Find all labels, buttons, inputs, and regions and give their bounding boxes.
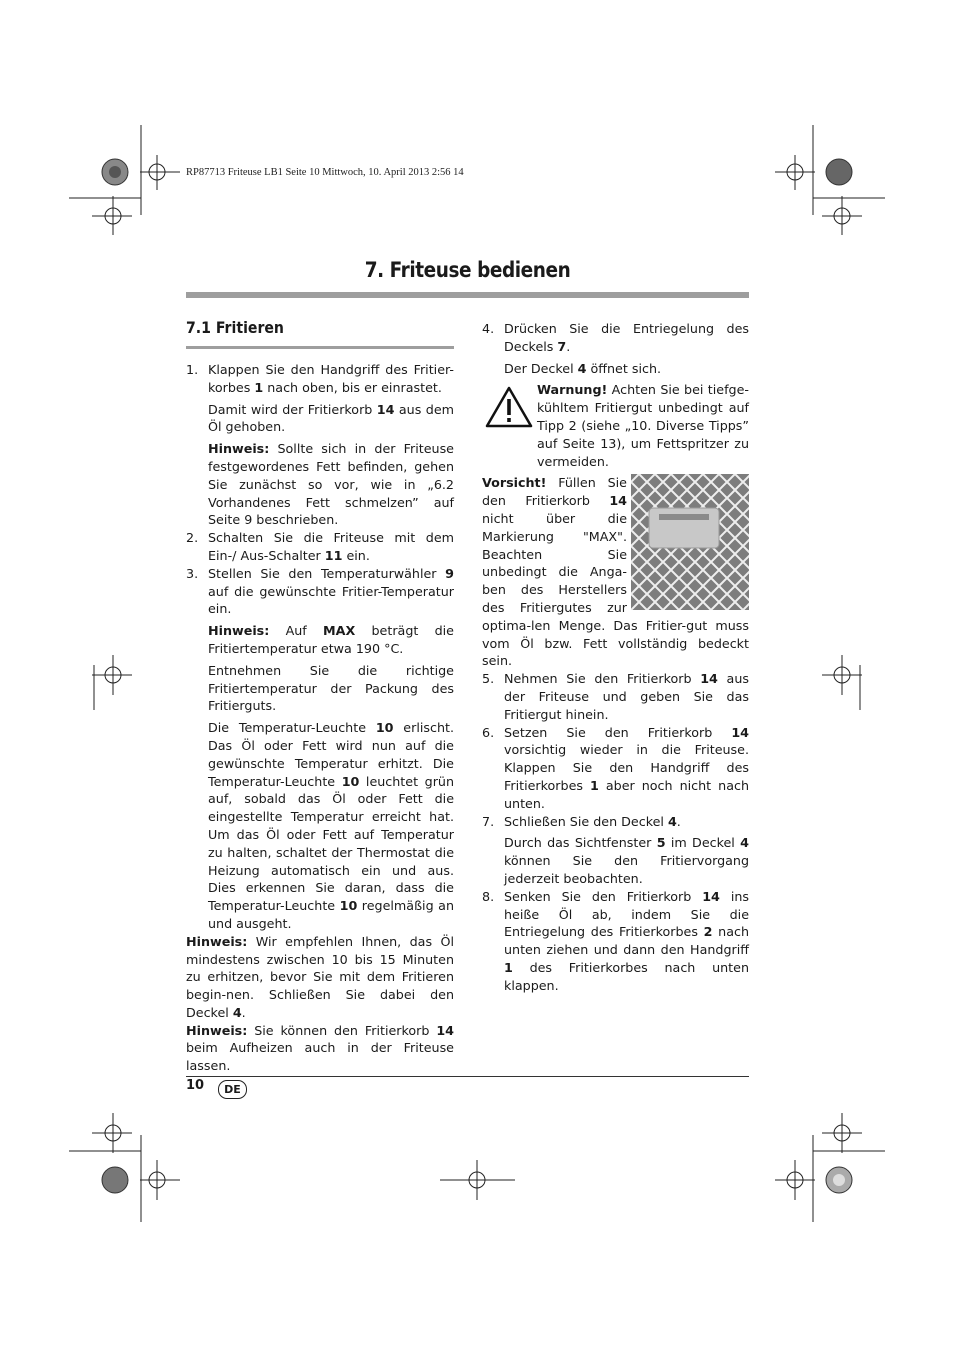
ref-number: 14 [376, 401, 395, 417]
right-column [482, 320, 749, 994]
step-5 [482, 670, 749, 723]
ref-number: 1 [254, 379, 264, 395]
text: Wir empfehlen Ihnen, das Öl mindestens zwischen 10 bis 15 Minuten zu erhitzen, bevor Sie mit dem Fritieren begin-nen. Schließen Sie dabei den Deckel [186, 933, 454, 1020]
step-text: auf die gewünschte Fritier-Temperatur ein. [208, 583, 454, 617]
text: Auf [269, 623, 324, 639]
step-number: 5. [482, 671, 495, 687]
caution-block [482, 474, 749, 670]
ref-number: 14 [436, 1022, 454, 1038]
step-text: Schalten Sie die Friteuse mit dem Ein-/ Aus-Schalter [208, 530, 454, 563]
ref-number: 10 [339, 898, 358, 914]
warning-box [482, 381, 749, 470]
step-text: Nehmen Sie den Fritierkorb [504, 671, 701, 687]
footer-rule [186, 1076, 749, 1077]
text: im Deckel [665, 835, 741, 851]
note-label: Hinweis: [186, 1022, 248, 1038]
step-7 [482, 813, 749, 831]
step-number: 2. [186, 530, 199, 546]
ref-number: 2 [703, 924, 713, 940]
step-4 [482, 320, 749, 356]
text: Die Temperatur-Leuchte [208, 720, 376, 736]
ref-number: 5 [656, 835, 666, 851]
chapter-rule [186, 292, 749, 298]
left-column [186, 361, 454, 1075]
caution-label: Vorsicht! [482, 475, 547, 491]
step-text: ein. [342, 547, 370, 563]
warning-label: Warnung! [537, 382, 608, 398]
section-rule [186, 346, 454, 349]
text: leuchtet grün auf, sobald das Öl oder Fett die eingestellte Temperatur erreicht hat. Um das Öl oder Fett auf Temperatur zu halten, schaltet der Thermostat die Heizung automatisch ein und aus. Dies erkennen Sie daran, dass die Temperatur-Leuchte [208, 773, 454, 914]
step-number: 3. [186, 565, 199, 581]
language-badge: DE [218, 1080, 247, 1099]
ref-number: 9 [445, 565, 454, 581]
paragraph [482, 360, 749, 378]
chapter-title: 7. Friteuse bedienen [364, 258, 571, 282]
text: können Sie den Fritiervorgang jederzeit beobachten. [504, 853, 749, 886]
step-text: ins heiße Öl ab, indem Sie die Entriegelung des Fritierkorbes [504, 888, 749, 940]
text: nicht über die Markierung "MAX". Beachten Sie unbedingt die Anga-ben des Herstellers des Fritiergutes zur optima-len Menge. Das Fritier-gut muss vom Öl bzw. Fett vollständig bedeckt sein. [482, 510, 749, 669]
step-text: Klappen Sie den Handgriff des Fritier-korbes [208, 362, 454, 395]
ref-number: 14 [731, 724, 749, 740]
note-label: Hinweis: [208, 441, 270, 457]
step-text: Senken Sie den Fritierkorb [504, 888, 703, 904]
step-3 [186, 565, 454, 618]
step-text: . [566, 338, 571, 354]
note [186, 933, 454, 1022]
note-label: Hinweis: [186, 933, 248, 949]
ref-number: 14 [700, 671, 718, 687]
warning-triangle-icon [484, 385, 534, 429]
step-text: vorsichtig wieder in die Friteuse. Klappen Sie den Handgriff des Fritierkorbes [504, 742, 749, 793]
step-6 [482, 724, 749, 813]
ref-number: 14 [609, 493, 627, 509]
step-1 [186, 361, 454, 397]
ref-number: 4 [667, 813, 677, 829]
paragraph [482, 834, 749, 887]
step-text: des Fritierkorbes nach unten klappen. [504, 959, 749, 993]
step-text: Setzen Sie den Fritierkorb [504, 724, 732, 740]
text: beträgt die Fritiertemperatur etwa 190 °C. [208, 623, 454, 656]
step-text: nach oben, bis er einrastet. [263, 379, 442, 395]
paragraph [186, 401, 454, 437]
basket-max-marking-photo [631, 474, 749, 610]
note [186, 1022, 454, 1075]
text: erlischt. Das Öl oder Fett wird nun auf die gewünschte Temperatur erhitzt. Die Temperatur-Leuchte [208, 720, 455, 789]
step-text: Stellen Sie den Temperaturwähler [208, 565, 446, 581]
ref-number: 11 [324, 547, 343, 563]
text: Füllen Sie den Fritierkorb [482, 475, 627, 509]
note [186, 440, 454, 529]
text: Damit wird der Fritierkorb [208, 401, 377, 417]
ref-number: 10 [341, 773, 360, 789]
warning-text: Achten Sie bei tiefge-kühltem Fritiergut unbedingt auf Tipp 2 (siehe „10. Diverse Tipps” auf Seite 13), um Fettspritzer zu vermeiden. [537, 382, 749, 469]
max-label: MAX [323, 623, 356, 639]
step-text: . [676, 813, 681, 829]
ref-number: 10 [375, 720, 394, 736]
note-label: Hinweis: [208, 623, 270, 639]
ref-number: 7 [557, 338, 567, 354]
paragraph [186, 719, 454, 933]
ref-number: 4 [740, 835, 749, 851]
step-text: aber noch nicht nach unten. [504, 777, 749, 811]
print-header: RP87713 Friteuse LB1 Seite 10 Mittwoch, 10. April 2013 2:56 14 [186, 167, 464, 178]
section-title: 7.1 Fritieren [186, 318, 284, 337]
step-number: 8. [482, 888, 495, 904]
paragraph: Entnehmen Sie die richtige Fritiertemperatur der Packung des Fritierguts. [208, 662, 454, 714]
text: Der Deckel [504, 360, 578, 376]
step-number: 7. [482, 813, 495, 829]
text: Durch das Sichtfenster [504, 835, 657, 851]
ref-number: 1 [504, 959, 513, 975]
ref-number: 4 [232, 1004, 242, 1020]
note-text: Sollte sich in der Friteuse festgewordenes Fett befinden, gehen Sie zunächst so vor, wie in „6.2 Vorhandenes Fett schmelzen” auf Seite 9 beschrieben. [208, 441, 454, 528]
text: regelmäßig an und ausgeht. [208, 898, 454, 931]
step-8 [482, 888, 749, 995]
step-number: 1. [186, 362, 199, 377]
step-text: Drücken Sie die Entriegelung des Deckels [504, 321, 749, 354]
step-2 [186, 529, 454, 565]
page-number: 10 [186, 1078, 205, 1093]
ref-number: 1 [590, 777, 599, 793]
step-text: aus der Friteuse und geben Sie das Fritiergut hinein. [504, 671, 749, 722]
ref-number: 14 [702, 888, 720, 904]
ref-number: 4 [577, 360, 587, 376]
step-text: nach unten ziehen und dann den Handgriff [504, 924, 749, 958]
text: Sie können den Fritierkorb [247, 1022, 437, 1038]
step-text: Schließen Sie den Deckel [504, 813, 668, 829]
text: öffnet sich. [586, 360, 662, 376]
text: aus dem Öl gehoben. [208, 401, 454, 435]
step-number: 4. [482, 321, 495, 336]
step-number: 6. [482, 724, 495, 740]
note [186, 622, 454, 658]
text: . [241, 1004, 246, 1020]
text: beim Aufheizen auch in der Friteuse lassen. [186, 1040, 454, 1074]
